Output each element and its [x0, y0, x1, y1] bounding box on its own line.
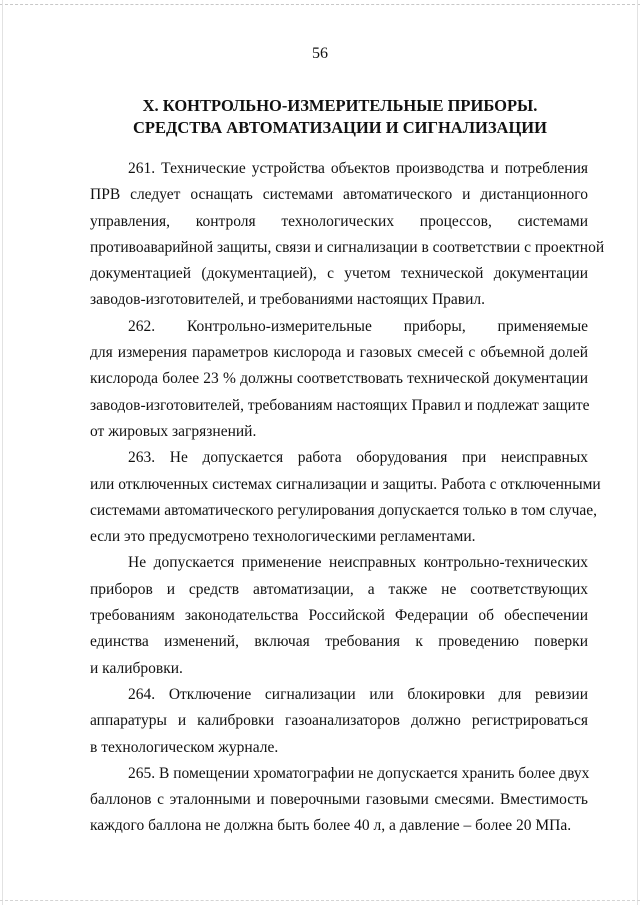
- section-heading-line-1: X. КОНТРОЛЬНО-ИЗМЕРИТЕЛЬНЫЕ ПРИБОРЫ.: [142, 96, 538, 115]
- text-line: 264. Отключение сигнализации или блокировки для ревизии: [128, 685, 588, 703]
- text-line: заводов-изготовителей, и требованиями настоящих Правил.: [90, 291, 486, 309]
- page-number: 56: [312, 45, 328, 62]
- text-line: ПРВ следует оснащать системами автоматического и дистанционного: [90, 186, 588, 204]
- paragraph-262: [90, 314, 588, 445]
- text-line: 261. Технические устройства объектов производства и потребления: [128, 160, 588, 177]
- text-line: каждого баллона не должна быть более 40 л, а давление – более 20 МПа.: [90, 817, 572, 835]
- text-line: приборов и средств автоматизации, а также не соответствующих: [90, 580, 588, 598]
- text-line: 262. Контрольно-измерительные приборы, применяемые: [128, 317, 588, 335]
- text-line: управления, контроля технологических процессов, системами: [90, 212, 588, 230]
- text-line: если это предусмотрено технологическими регламентами.: [90, 528, 476, 546]
- text-line: баллонов с эталонными и поверочными газовыми смесями. Вместимость: [90, 791, 588, 809]
- text-line: 265. В помещении хроматографии не допускается хранить более двух: [128, 764, 590, 782]
- paragraph-263: [90, 445, 601, 550]
- text-line: от жировых загрязнений.: [90, 422, 257, 440]
- section-heading-line-2: СРЕДСТВА АВТОМАТИЗАЦИИ И СИГНАЛИЗАЦИИ: [133, 118, 547, 137]
- text-line: аппаратуры и калибровки газоанализаторов должно регистрироваться: [90, 712, 588, 730]
- document-body: [90, 156, 605, 840]
- text-line: в технологическом журнале.: [90, 738, 279, 756]
- text-line: единства изменений, включая требования к проведению поверки: [90, 633, 588, 651]
- text-line: 263. Не допускается работа оборудования при неисправных: [128, 449, 588, 467]
- paragraph-263-continued: [90, 550, 588, 681]
- text-line: требованиям законодательства Российской Федерации об обеспечении: [90, 607, 588, 625]
- scan-edge-top: [0, 0, 640, 5]
- text-line: системами автоматического регулирования допускается только в том случае,: [90, 501, 598, 519]
- text-line: и калибровки.: [90, 659, 183, 677]
- text-line: или отключенных системах сигнализации и защиты. Работа с отключенными: [90, 475, 601, 493]
- scan-edge-bottom: [0, 900, 640, 905]
- text-line: документацией (документацией), с учетом технической документации: [90, 265, 588, 283]
- text-line: противоаварийной защиты, связи и сигнализации в соответствии с проектной: [90, 238, 605, 256]
- text-line: Не допускается применение неисправных контрольно-технических: [128, 554, 588, 572]
- paragraph-265: [90, 761, 588, 840]
- scan-edge-left: [0, 0, 3, 905]
- paragraph-264: [90, 682, 588, 761]
- section-heading: [90, 95, 590, 139]
- text-line: кислорода более 23 % должны соответствовать технической документации: [90, 370, 588, 388]
- text-line: заводов-изготовителей, требованиям настоящих Правил и подлежат защите: [90, 396, 590, 414]
- text-line: для измерения параметров кислорода и газовых смесей с объемной долей: [90, 344, 588, 362]
- paragraph-261: [90, 156, 605, 314]
